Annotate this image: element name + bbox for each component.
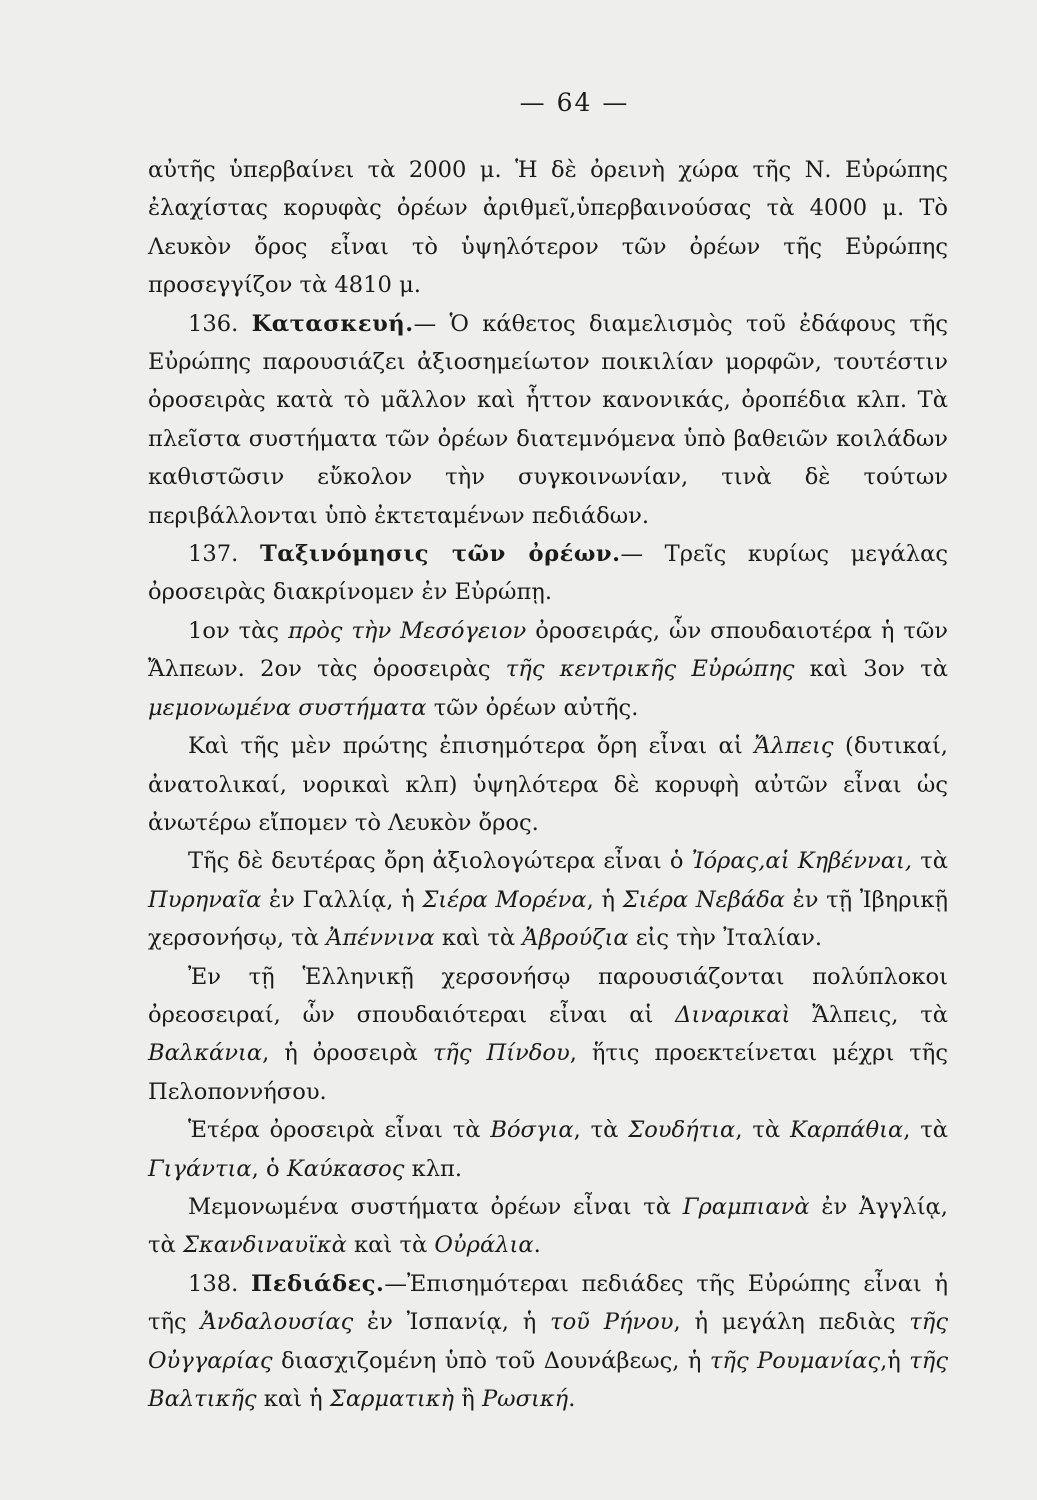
text-run-italic: Σιέρα Νεβάδα xyxy=(622,886,785,913)
text-run-italic: Καρπάθια xyxy=(789,1117,904,1144)
text-run-italic: Ἀνδαλουσίας xyxy=(200,1309,354,1336)
paragraph-other-range xyxy=(148,1111,948,1188)
text-run-italic: Ἰόρας,αἱ Κηβένναι, xyxy=(691,848,913,875)
section-137 xyxy=(148,535,948,612)
text-run-italic: Ἀπέννινα xyxy=(326,925,435,952)
text-run: . xyxy=(568,1386,576,1412)
paragraph-central-europe xyxy=(148,842,948,957)
text-run: —Ἐπισημότεραι πεδιάδες τῆς Εὐρώπης εἶναι ἡ τῆς xyxy=(148,1270,948,1336)
text-run: ἐν Ἀγγλίᾳ, τὰ xyxy=(148,1193,948,1259)
text-run: ἐν τῇ Ἰβηρικῇ χερσονήσῳ, τὰ xyxy=(148,886,948,952)
text-run: , τὰ xyxy=(573,1117,629,1144)
text-run-italic: τῆς Οὐγγαρίας xyxy=(148,1309,948,1374)
text-run: ἐν Γαλλίᾳ, ἡ xyxy=(261,886,423,913)
text-run: Μεμονωμένα συστήματα ὀρέων εἶναι τὰ xyxy=(188,1193,683,1220)
text-run: . xyxy=(533,1232,541,1259)
text-run: Ἐν τῇ Ἑλληνικῇ χερσονήσῳ παρουσιάζονται πολύπλοκοι ὀρεοσειραί, ὧν σπουδαιότεραι εἶναι αἱ xyxy=(148,963,948,1028)
text-run: Ἄλπεις, τὰ xyxy=(790,1001,948,1028)
text-run: , ἡ xyxy=(586,886,623,913)
text-run-italic: τῆς Ρουμανίας xyxy=(709,1347,881,1374)
paragraph-europe-heights: αὐτῆς ὑπερβαίνει τὰ 2000 μ. Ἡ δὲ ὀρεινὴ χώρα τῆς Ν. Εὐρώπης ἐλαχίστας κορυφὰς ὀρέων ἀριθμεῖ,ὑπερβαινούσας τὰ 4000 μ. Τὸ Λευκὸν ὄρος εἶναι τὸ ὑψηλότερον τῶν ὀρέων τῆς Εὐρώπης προσεγγίζον τὰ 4810 μ. xyxy=(148,157,948,299)
text-run-italic: Ἀβρούζια xyxy=(522,925,629,952)
body-text xyxy=(148,151,948,1418)
text-run: Τῆς δὲ δευτέρας ὄρη ἀξιολογώτερα εἶναι ὁ xyxy=(188,848,692,875)
text-run: , τὰ xyxy=(735,1117,790,1144)
text-run: 1ον τὰς xyxy=(188,617,289,644)
section-138-number: 138. xyxy=(188,1270,239,1297)
paragraph-isolated-systems xyxy=(148,1188,948,1265)
text-run: (δυτικαί, ἀνατολικαί, νορικαὶ κλπ) ὑψηλότερα δὲ κορυφὴ αὐτῶν εἶναι ὡς ἀνωτέρω εἴπομεν τὸ Λευκὸν ὄρος. xyxy=(148,733,948,836)
text-run-italic: πρὸς τὴν Μεσόγειον xyxy=(288,617,527,644)
text-run-italic: τῆς Πίνδου xyxy=(432,1040,570,1067)
section-136-title: Κατασκευή. xyxy=(251,310,414,337)
section-138 xyxy=(148,1265,948,1419)
text-run-italic: τοῦ Ρήνου xyxy=(550,1309,674,1336)
text-run-italic: Ρωσική xyxy=(481,1386,569,1412)
text-run: , ἥτις προεκτείνεται μέχρι τῆς Πελοποννήσου. xyxy=(148,1040,949,1105)
section-136 xyxy=(148,305,948,535)
text-run-italic: Σκανδιναυϊκὰ xyxy=(182,1232,347,1259)
text-run-italic: Σιέρα Μορένα xyxy=(422,886,587,913)
text-run-italic: Ἄλπεις xyxy=(754,733,834,760)
section-137-title: Ταξινόμησις τῶν ὀρέων. xyxy=(259,541,621,568)
text-run: , ἡ μεγάλη πεδιὰς xyxy=(673,1309,910,1336)
text-run: διασχιζομένη ὑπὸ τοῦ Δουνάβεως, ἡ xyxy=(272,1347,710,1374)
text-run-italic: Βόσγια xyxy=(490,1117,574,1144)
text-run-italic: μεμονωμένα συστήματα xyxy=(148,694,427,721)
text-run: ,ἡ xyxy=(880,1347,910,1374)
text-run: εἰς τὴν Ἰταλίαν. xyxy=(628,925,823,952)
text-run: κλπ. xyxy=(404,1155,463,1182)
text-run: καὶ τὰ xyxy=(434,925,523,952)
section-138-title: Πεδιάδες. xyxy=(250,1270,385,1297)
text-run-italic: τῆς Βαλτικῆς xyxy=(148,1347,948,1412)
text-run: Καὶ τῆς μὲν πρώτης ἐπισημότερα ὄρη εἶναι αἱ xyxy=(188,733,755,760)
text-run: καὶ ἡ xyxy=(256,1386,330,1412)
text-run-italic: Γραμπιανὰ xyxy=(682,1193,810,1220)
text-run: , ὁ xyxy=(251,1155,287,1182)
text-run-italic: Γιγάντια xyxy=(148,1155,252,1182)
text-run: ἢ xyxy=(454,1386,482,1412)
text-run: καὶ 3ον τὰ xyxy=(794,656,948,683)
section-136-number: 136. xyxy=(188,310,239,337)
section-136-text: — Ὁ κάθετος διαμελισμὸς τοῦ ἐδάφους τῆς Εὐρώπης παρουσιάζει ἀξιοσημείωτον ποικιλίαν μορφῶν, τουτέστιν ὀροσειρὰς κατὰ τὸ μᾶλλον καὶ ἧττον κανονικάς, ὀροπέδια κλπ. Τὰ πλεῖστα συστήματα τῶν ὀρέων διατεμνόμενα ὑπὸ βαθειῶν κοιλάδων καθιστῶσιν εὔκολον τὴν συγκοινωνίαν, τινὰ δὲ τούτων περιβάλλονται ὑπὸ ἐκτεταμένων πεδιάδων. xyxy=(148,310,949,529)
text-run-italic: τῆς κεντρικῆς Εὐρώπης xyxy=(505,656,795,683)
text-run-italic: Σαρματικὴ xyxy=(329,1386,455,1412)
text-run-italic: Πυρηναῖα xyxy=(148,886,262,913)
text-run-italic: Διναρικαὶ xyxy=(675,1001,791,1028)
section-137-number: 137. xyxy=(188,541,239,568)
paragraph-three-ranges xyxy=(148,612,948,727)
text-run: καὶ τὰ xyxy=(346,1232,435,1259)
text-run: τῶν ὀρέων αὐτῆς. xyxy=(426,694,639,721)
paragraph-alps xyxy=(148,727,948,842)
text-run-italic: Βαλκάνια xyxy=(148,1040,263,1067)
text-run-italic: Καύκασος xyxy=(286,1155,405,1182)
section-137-text: — Τρεῖς κυρίως μεγάλας ὀροσειρὰς διακρίνομεν ἐν Εὐρώπῃ. xyxy=(148,541,948,606)
page-number: — 64 — xyxy=(519,88,630,117)
text-run: ἐν Ἰσπανίᾳ, ἡ xyxy=(353,1309,551,1336)
text-run: τὰ xyxy=(912,848,948,875)
text-run: , ἡ ὀροσειρὰ xyxy=(262,1040,433,1067)
text-run-italic: Σουδήτια xyxy=(628,1117,736,1144)
text-run: Ἑτέρα ὀροσειρὰ εἶναι τὰ xyxy=(188,1117,491,1144)
text-run: ὀροσειράς, ὧν σπουδαιοτέρα ἡ τῶν Ἄλπεων. 2ον τὰς ὀροσειρὰς xyxy=(148,617,948,683)
text-run-italic: Οὐράλια xyxy=(434,1232,534,1259)
text-run: , τὰ xyxy=(903,1117,948,1144)
paragraph-greek-peninsula xyxy=(148,958,948,1112)
